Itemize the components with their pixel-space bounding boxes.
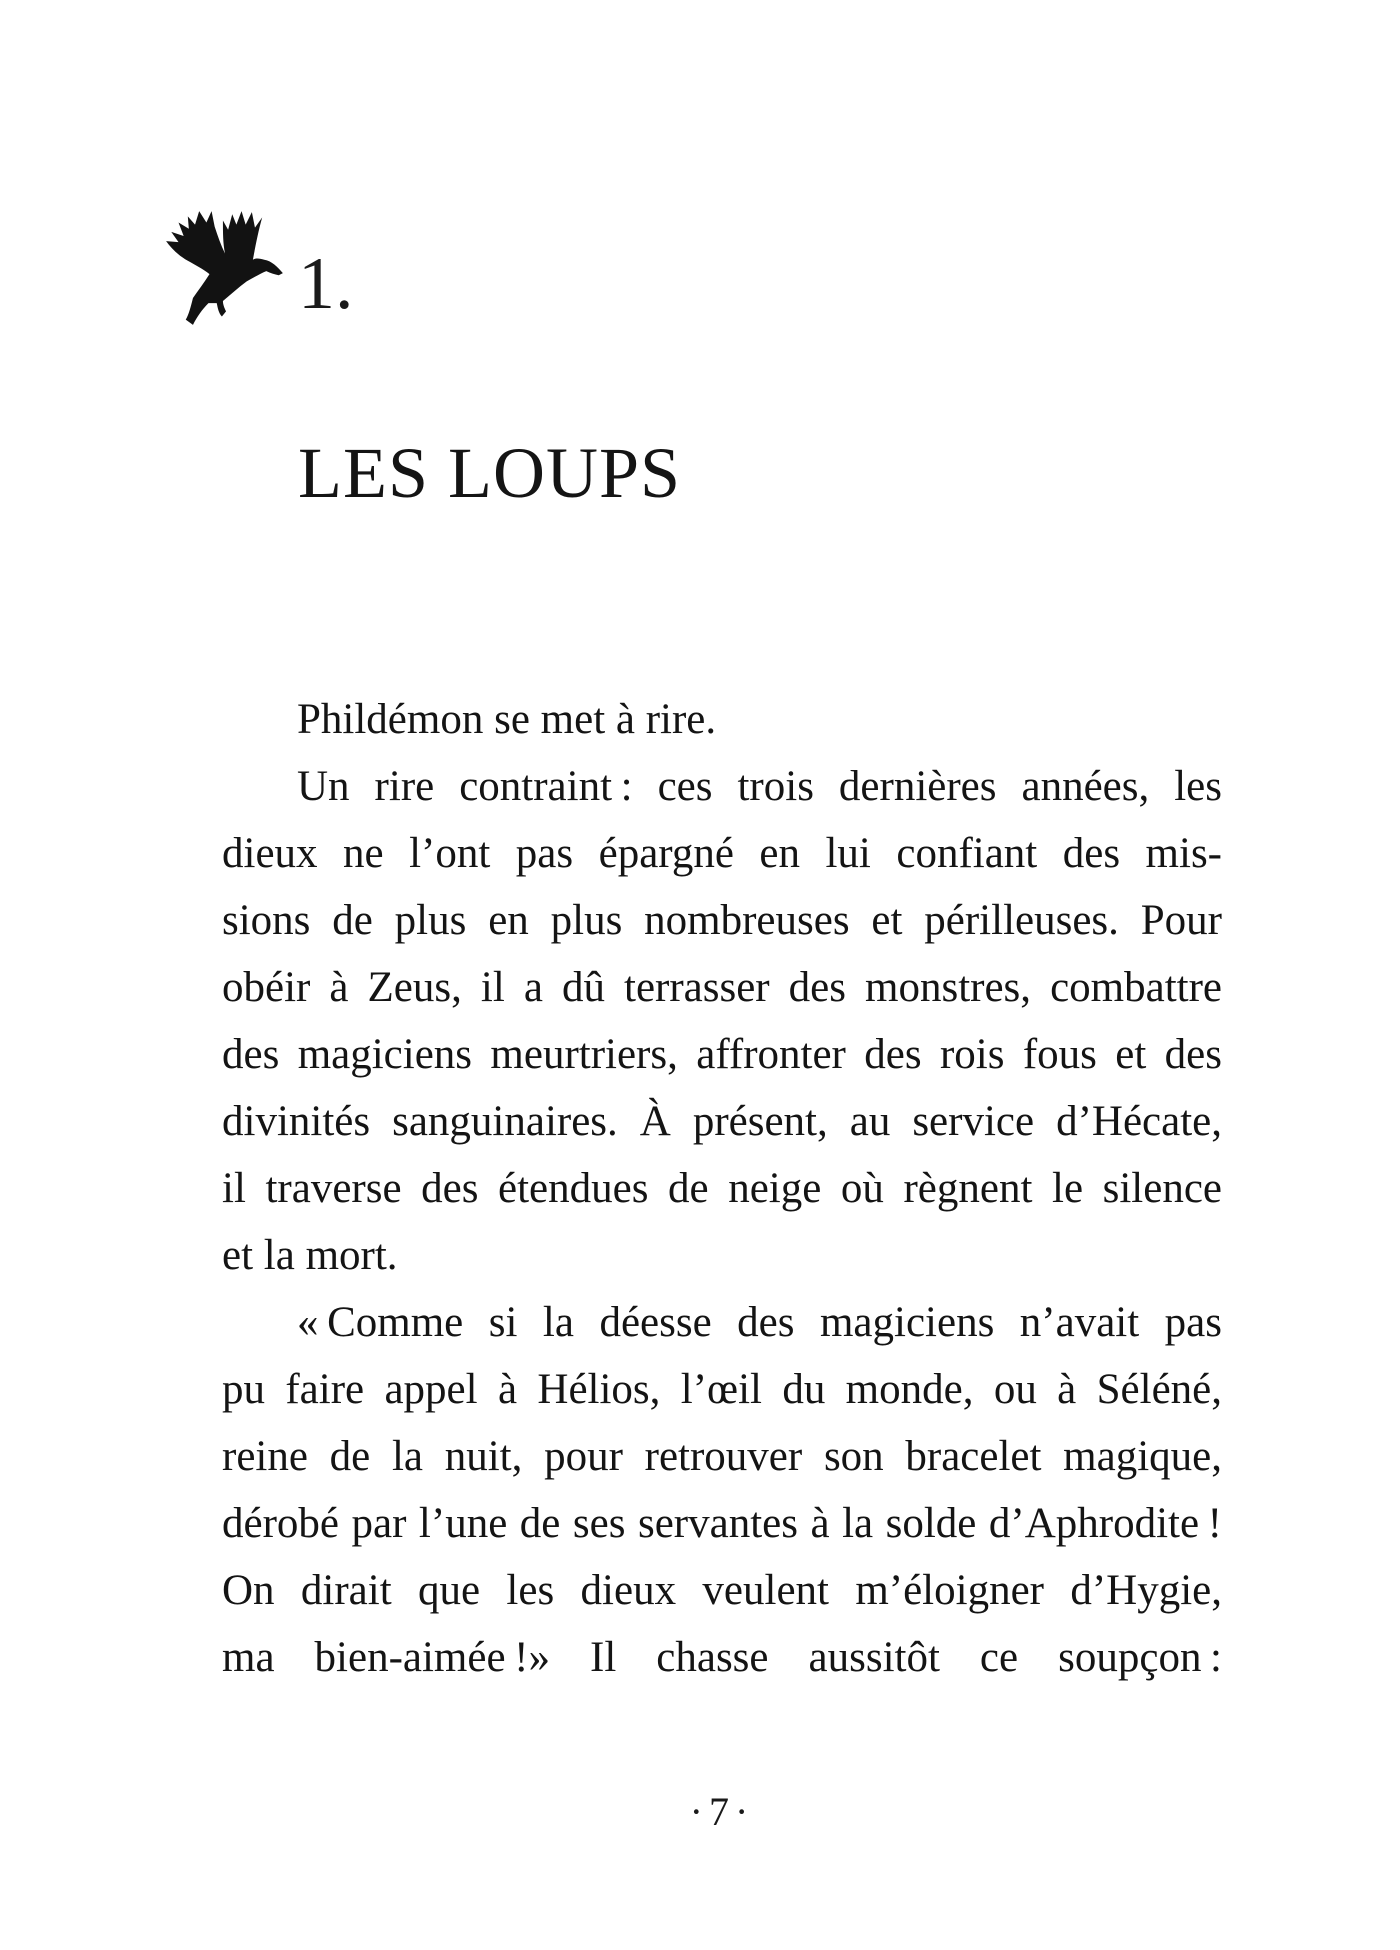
text-line: reine de la nuit, pour retrouver son bracelet magique, — [222, 1433, 1222, 1480]
text-line: Phildémon se met à rire. — [297, 696, 717, 743]
text-line: « Comme si la déesse des magiciens n’avait pas — [297, 1299, 1222, 1346]
text-line: dieux ne l’ont pas épargné en lui confiant des mis- — [222, 830, 1222, 877]
text-line: et la mort. — [222, 1232, 398, 1279]
text-line: il traverse des étendues de neige où règnent le silence — [222, 1165, 1222, 1212]
text-line: divinités sanguinaires. À présent, au service d’Hécate, — [222, 1098, 1222, 1145]
text-line: sions de plus en plus nombreuses et périlleuses. Pour — [222, 897, 1222, 944]
text-line: dérobé par l’une de ses servantes à la solde d’Aphrodite ! — [222, 1500, 1222, 1547]
text-line: Un rire contraint : ces trois dernières années, les — [297, 763, 1222, 810]
text-line: des magiciens meurtriers, affronter des rois fous et des — [222, 1031, 1222, 1078]
chapter-number: 1. — [298, 243, 354, 325]
text-line: obéir à Zeus, il a dû terrasser des monstres, combattre — [222, 964, 1222, 1011]
body-text — [222, 686, 1222, 1691]
page-number: ·7· — [689, 1789, 755, 1834]
chapter-title: LES LOUPS — [298, 433, 682, 513]
text-line: pu faire appel à Hélios, l’œil du monde, ou à Séléné, — [222, 1366, 1222, 1413]
text-line: ma bien-aimée !» Il chasse aussitôt ce soupçon : — [222, 1634, 1222, 1681]
flying-bird-icon — [163, 209, 287, 328]
text-line: On dirait que les dieux veulent m’éloigner d’Hygie, — [222, 1567, 1222, 1614]
